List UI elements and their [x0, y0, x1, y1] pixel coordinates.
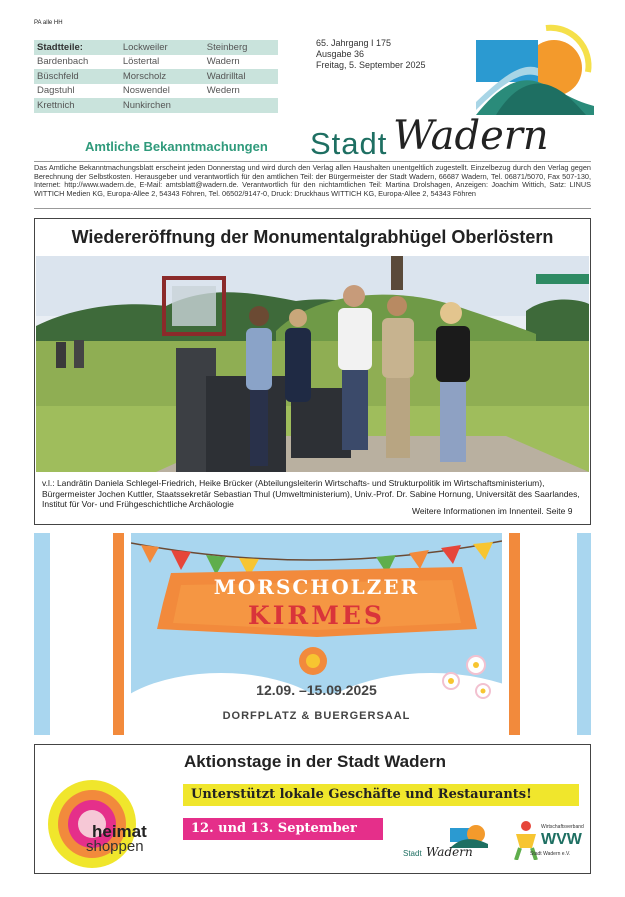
aktion-slogan-bar — [183, 784, 579, 806]
aktion-slogan: Unterstützt lokale Geschäfte und Restaurants! — [191, 787, 532, 802]
masthead-wadern: Wadern — [393, 113, 549, 159]
issue-number: Ausgabe 36 — [316, 49, 365, 59]
aktion-dates: 12. und 13. September — [191, 821, 357, 836]
district-name: Löstertal — [122, 56, 160, 68]
kirmes-title-line2: KIRMES — [248, 601, 385, 630]
district-name: Dagstuhl — [37, 85, 75, 97]
districts-row — [34, 98, 278, 113]
kirmes-place: DORFPLATZ & BUERGERSAAL — [222, 710, 411, 722]
ad-side-band — [509, 533, 520, 735]
photo-caption: v.l.: Landrätin Daniela Schlegel-Friedrich, Heike Brücker (Abteilungsleiterin Wirtschafts- und Strukturpolitik im Wirtschaftsministerium), Bürgermeister Jochen Kuttler, Staatssekretär Sebastian Thul (Umweltministerium), Univ.-Prof. Dr. Sabine Hornung, Universität des Saarlandes, Institut für Vor- und Frühgeschichtliche Archäologie — [42, 478, 580, 509]
issue-volume: 65. Jahrgang I 175 — [316, 38, 392, 48]
districts-row — [34, 69, 278, 84]
district-name: Steinberg — [206, 41, 248, 53]
districts-row — [34, 55, 278, 70]
district-name: Noswendel — [122, 85, 170, 97]
issue-date: Freitag, 5. September 2025 — [316, 60, 426, 70]
issue-info — [316, 38, 426, 71]
districts-table — [34, 40, 278, 113]
wvw-sub-text: Stadt Wadern e.V. — [530, 851, 571, 857]
more-info-link[interactable]: Weitere Informationen im Innenteil. Seite 9 — [412, 506, 573, 516]
district-name: Nunkirchen — [122, 99, 171, 111]
district-name: Wadrilltal — [206, 70, 246, 82]
kirmes-ad — [131, 533, 502, 735]
districts-row — [34, 40, 278, 55]
district-name: Wedern — [206, 85, 240, 97]
ad-side-band — [113, 533, 124, 735]
kirmes-title-line1: MORSCHOLZER — [213, 575, 420, 599]
aktion-dates-bar — [183, 818, 383, 840]
shoppen-text: shoppen — [86, 838, 144, 855]
district-name: Morscholz — [122, 70, 167, 82]
wvw-small-text: Wirtschaftsverband — [541, 824, 584, 830]
masthead-subtitle: Amtliche Bekanntmachungen — [85, 139, 268, 154]
districts-row — [34, 84, 278, 99]
imprint: Das Amtliche Bekanntmachungsblatt erscheint jeden Donnerstag und wird durch den Verlag allen Haushalten unentgeltlich zugestellt. Einzelbezug durch den Verlag gegen Berechnung der Selbstkosten. Herausgeber und verantwortlich für den amtlichen Teil: der Bürgermeister der Stadt Wadern, 66687 Wadern, Tel. 06871/5070, Fax 507-130, Internet: http://www.wadern.de, E-Mail: amtsblatt@wadern.de. Verantwortlich für den nichtamtlichen Teil: Martina Drolshagen, Anzeigen: Joachim Wittich, Satz: LINUS WITTICH Medien KG, Europa-Allee 2, 54343 Föhren, Tel. 06502/9147-0, Druck: Druckhaus WITTICH KG, Europa-Allee 2, 54343 Föhren — [34, 163, 591, 198]
masthead-stadt: Stadt — [310, 126, 388, 161]
small-logo-stadt: Stadt — [403, 849, 422, 858]
ad-side-band — [577, 533, 591, 735]
district-name: Lockweiler — [122, 41, 168, 53]
small-logo-wadern: Wadern — [426, 845, 473, 859]
aktion-title: Aktionstage in der Stadt Wadern — [184, 752, 446, 771]
article-photo — [36, 256, 589, 472]
kirmes-dates: 12.09. –15.09.2025 — [256, 682, 377, 698]
divider — [34, 161, 591, 162]
ad-side-band — [34, 533, 50, 735]
heimat-text: heimat — [92, 822, 147, 841]
wvw-text: WVW — [541, 831, 582, 848]
wadern-city-logo — [476, 20, 594, 115]
districts-header: Stadtteile: — [37, 41, 83, 53]
mailing-note: PA alle HH — [34, 20, 63, 26]
kirmes-background — [131, 533, 502, 735]
district-name: Wadern — [206, 56, 240, 68]
article-headline: Wiedereröffnung der Monumentalgrabhügel Oberlöstern — [71, 227, 554, 247]
district-name: Krettnich — [37, 99, 75, 111]
divider — [34, 208, 591, 209]
district-name: Bardenbach — [37, 56, 89, 68]
district-name: Büschfeld — [37, 70, 79, 82]
